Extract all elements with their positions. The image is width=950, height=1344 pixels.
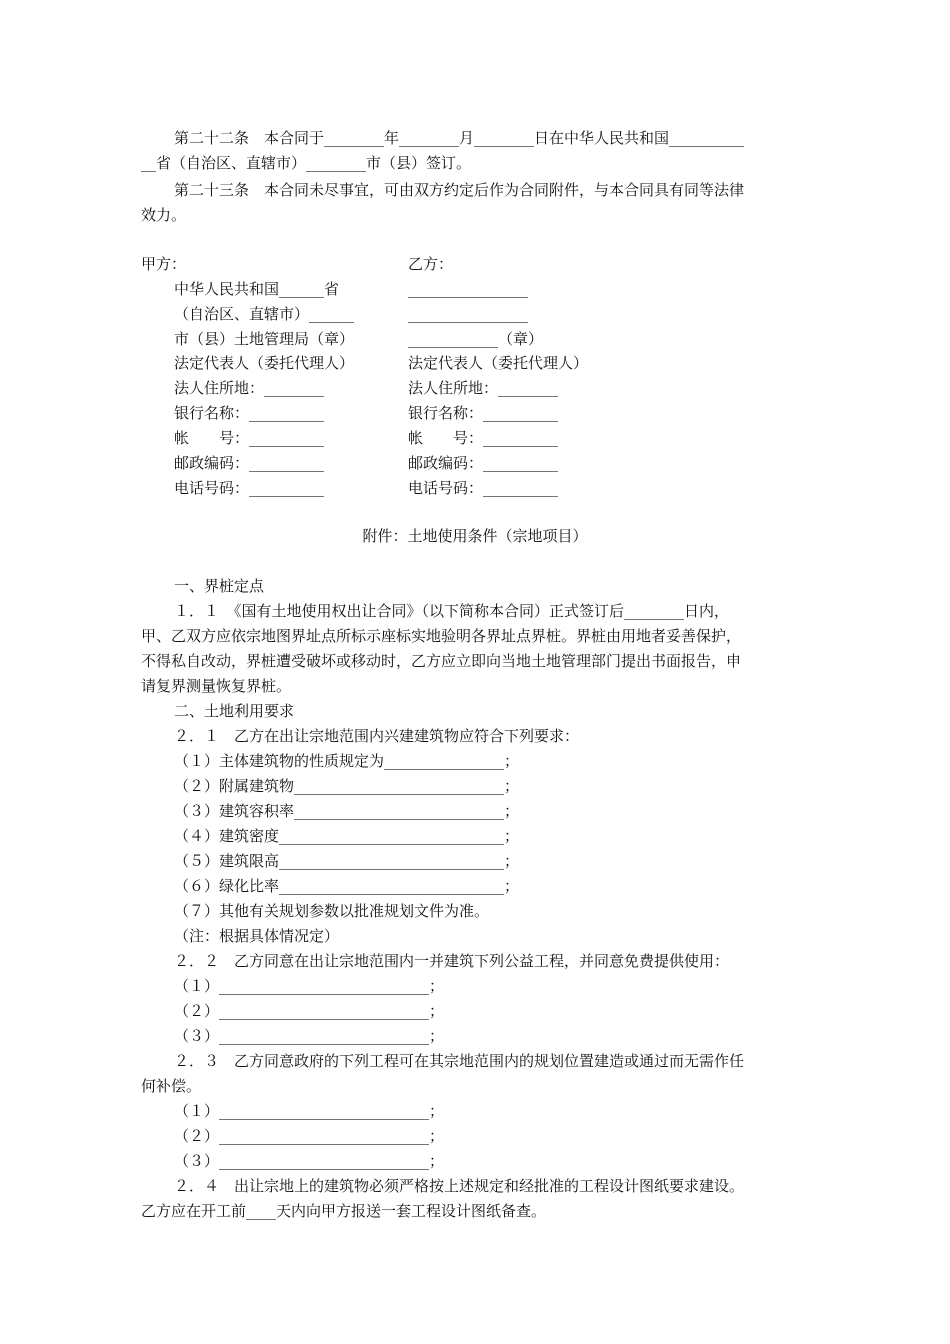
- party-b-line: 银行名称：__________: [408, 404, 559, 422]
- article-22-line-1: 第二十二条 本合同于________年________月________日在中华人民共和国__________: [174, 129, 745, 147]
- party-b-line: ________________: [408, 305, 528, 323]
- party-b-line: 邮政编码：__________: [408, 454, 559, 472]
- clause-2-3-line-2: 何补偿。: [141, 1077, 202, 1095]
- clause-2-2-item: （３）____________________________；: [174, 1027, 445, 1045]
- party-a-line: 法定代表人（委托代理人）: [174, 354, 355, 372]
- clause-2-4-line-1: ２．４ 出让宗地上的建筑物必须严格按上述规定和经批准的工程设计图纸要求建设。: [174, 1177, 745, 1195]
- clause-2-4-line-2: 乙方应在开工前____天内向甲方报送一套工程设计图纸备查。: [141, 1202, 547, 1220]
- clause-1-1-line: 甲、乙双方应依宗地图界址点所标示座标实地验明各界址点界桩。界桩由用地者妥善保护，: [141, 627, 742, 645]
- party-a-line: （自治区、直辖市）______: [174, 305, 355, 323]
- clause-2-3-line-1: ２．３ 乙方同意政府的下列工程可在其宗地范围内的规划位置建造或通过而无需作任: [174, 1052, 745, 1070]
- clause-1-1-line: 请复界测量恢复界桩。: [141, 677, 292, 695]
- clause-2-1-item: （２）附属建筑物____________________________；: [174, 777, 520, 795]
- clause-2-2: ２．２ 乙方同意在出让宗地范围内一并建筑下列公益工程，并同意免费提供使用：: [174, 952, 730, 970]
- clause-2-1-item: （３）建筑容积率____________________________；: [174, 802, 520, 820]
- article-23-line-2: 效力。: [141, 206, 187, 224]
- clause-2-1: ２．１ 乙方在出让宗地范围内兴建建筑物应符合下列要求：: [174, 727, 580, 745]
- clause-2-1-item: （４）建筑密度______________________________；: [174, 827, 520, 845]
- clause-2-1-item: （６）绿化比率______________________________；: [174, 877, 520, 895]
- clause-1-1-line: １．１ 《国有土地使用权出让合同》（以下简称本合同）正式签订后________日内，: [174, 602, 730, 620]
- party-a-line: 帐 号：__________: [174, 429, 325, 447]
- party-a-line: 法人住所地：________: [174, 379, 325, 397]
- article-23-line-1: 第二十三条 本合同未尽事宜，可由双方约定后作为合同附件，与本合同具有同等法律: [174, 181, 745, 199]
- annex-title: 附件：土地使用条件（宗地项目）: [362, 527, 588, 545]
- party-b-heading: 乙方：: [408, 255, 454, 273]
- party-b-line: 法人住所地：________: [408, 379, 559, 397]
- clause-2-1-note: （注：根据具体情况定）: [174, 927, 340, 945]
- party-a-line: 中华人民共和国______省: [174, 280, 340, 298]
- clause-2-3-item: （１）____________________________；: [174, 1102, 445, 1120]
- clause-2-3-item: （２）____________________________；: [174, 1127, 445, 1145]
- section-2-heading: 二、土地利用要求: [174, 702, 295, 720]
- clause-2-2-item: （１）____________________________；: [174, 977, 445, 995]
- party-b-line: ____________（章）: [408, 330, 544, 348]
- article-22-line-2: __省（自治区、直辖市）________市（县）签订。: [141, 154, 472, 172]
- party-a-line: 电话号码：__________: [174, 479, 325, 497]
- party-a-line: 银行名称：__________: [174, 404, 325, 422]
- section-1-heading: 一、界桩定点: [174, 577, 265, 595]
- clause-2-2-item: （２）____________________________；: [174, 1002, 445, 1020]
- clause-2-3-item: （３）____________________________；: [174, 1152, 445, 1170]
- party-b-line: ________________: [408, 280, 528, 298]
- clause-1-1-line: 不得私自改动，界桩遭受破坏或移动时，乙方应立即向当地土地管理部门提出书面报告，申: [141, 652, 742, 670]
- clause-2-1-item: （７）其他有关规划参数以批准规划文件为准。: [174, 902, 490, 920]
- clause-2-1-item: （１）主体建筑物的性质规定为________________；: [174, 752, 520, 770]
- party-b-line: 帐 号：__________: [408, 429, 559, 447]
- party-b-line: 电话号码：__________: [408, 479, 559, 497]
- party-a-heading: 甲方：: [141, 255, 187, 273]
- party-a-line: 邮政编码：__________: [174, 454, 325, 472]
- party-b-line: 法定代表人（委托代理人）: [408, 354, 589, 372]
- party-a-line: 市（县）土地管理局（章）: [174, 330, 355, 348]
- clause-2-1-item: （５）建筑限高______________________________；: [174, 852, 520, 870]
